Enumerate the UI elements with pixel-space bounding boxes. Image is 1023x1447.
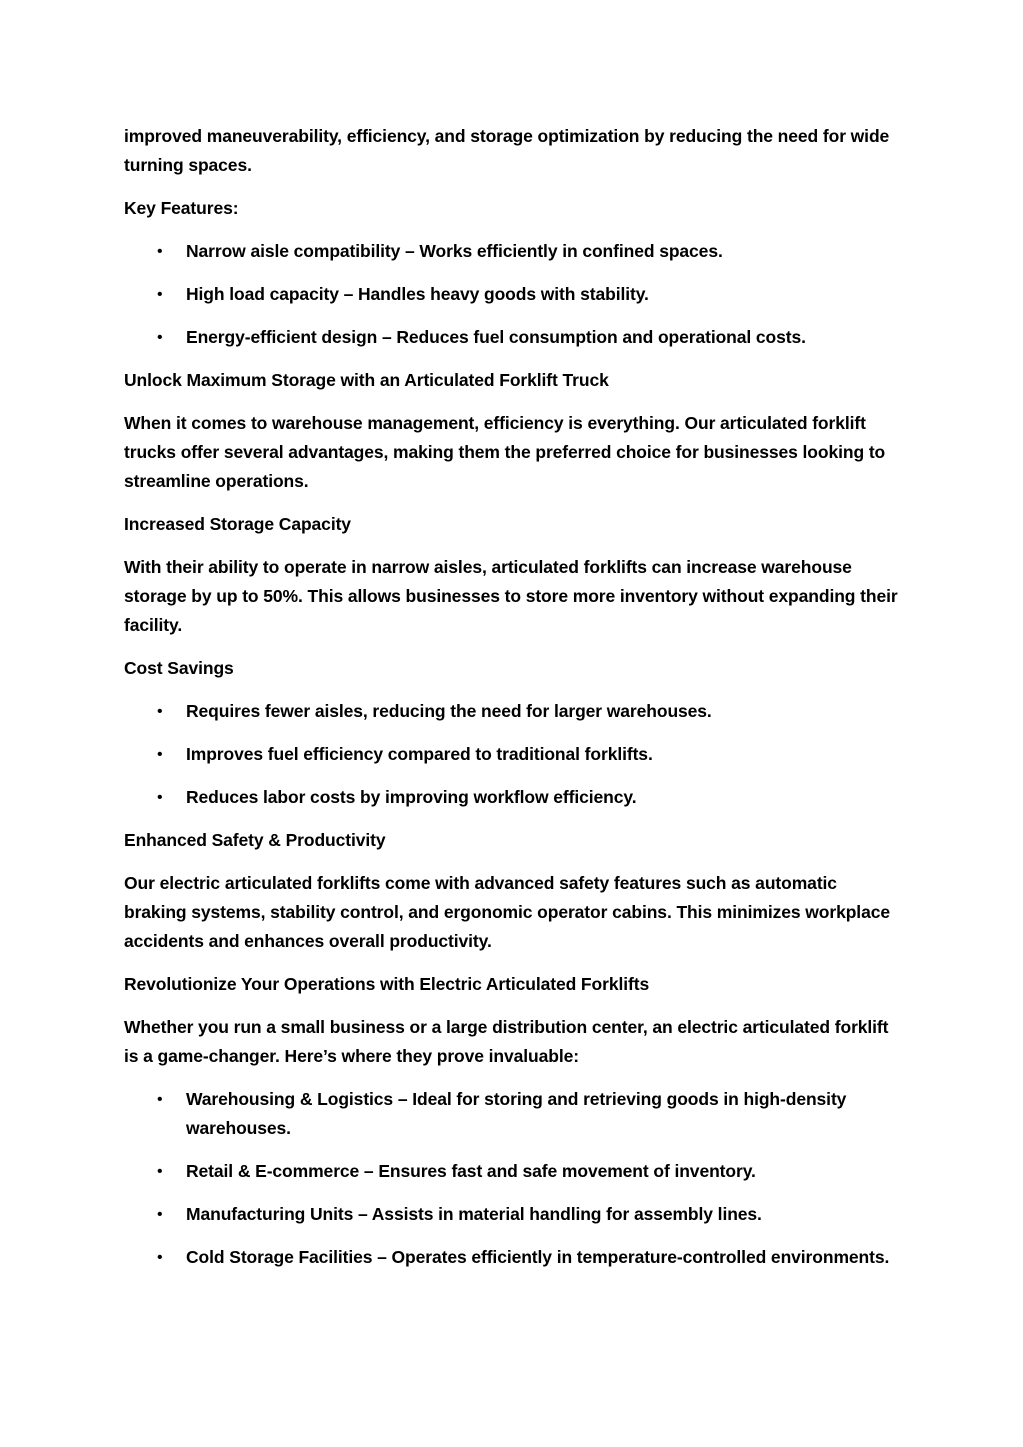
bullet-icon: •: [157, 286, 163, 303]
bullet-icon: •: [157, 1091, 163, 1108]
list-item-text: Retail & E-commerce – Ensures fast and safe movement of inventory.: [186, 1161, 756, 1181]
list-item: [124, 237, 904, 266]
list-item: [124, 783, 904, 812]
list-item-text: Manufacturing Units – Assists in material handling for assembly lines.: [186, 1204, 762, 1224]
list-item: [124, 697, 904, 726]
bullet-icon: •: [157, 1206, 163, 1223]
list-item: [124, 1157, 904, 1186]
use-cases-list: [124, 1085, 904, 1272]
list-item-text: Warehousing & Logistics – Ideal for storing and retrieving goods in high-density warehouses.: [186, 1089, 847, 1138]
list-item: [124, 1085, 904, 1143]
list-item: [124, 1243, 904, 1272]
document-page: [124, 122, 904, 1286]
bullet-icon: •: [157, 243, 163, 260]
list-item: [124, 740, 904, 769]
section-paragraph-storage-capacity: With their ability to operate in narrow aisles, articulated forklifts can increase warehouse storage by up to 50%. This allows businesses to store more inventory without expanding their facility.: [124, 557, 898, 635]
key-features-heading: Key Features:: [124, 198, 239, 218]
bullet-icon: •: [157, 746, 163, 763]
section-heading-safety: Enhanced Safety & Productivity: [124, 830, 386, 850]
bullet-icon: •: [157, 1249, 163, 1266]
list-item-text: Requires fewer aisles, reducing the need for larger warehouses.: [186, 701, 712, 721]
list-item-text: Improves fuel efficiency compared to traditional forklifts.: [186, 744, 653, 764]
bullet-icon: •: [157, 703, 163, 720]
section-paragraph-revolutionize: Whether you run a small business or a large distribution center, an electric articulated forklift is a game-changer. Here’s where they prove invaluable:: [124, 1017, 889, 1066]
list-item: [124, 323, 904, 352]
bullet-icon: •: [157, 789, 163, 806]
cost-savings-list: [124, 697, 904, 812]
list-item-text: Energy-efficient design – Reduces fuel consumption and operational costs.: [186, 327, 806, 347]
section-heading-revolutionize: Revolutionize Your Operations with Electric Articulated Forklifts: [124, 974, 650, 994]
list-item-text: High load capacity – Handles heavy goods with stability.: [186, 284, 649, 304]
intro-continuation-paragraph: improved maneuverability, efficiency, and storage optimization by reducing the need for wide turning spaces.: [124, 126, 890, 175]
list-item-text: Reduces labor costs by improving workflow efficiency.: [186, 787, 637, 807]
section-paragraph-unlock-storage: When it comes to warehouse management, efficiency is everything. Our articulated forklift trucks offer several advantages, making them the preferred choice for businesses looking to streamline operations.: [124, 413, 886, 491]
list-item-text: Narrow aisle compatibility – Works efficiently in confined spaces.: [186, 241, 723, 261]
section-heading-unlock-storage: Unlock Maximum Storage with an Articulated Forklift Truck: [124, 370, 609, 390]
list-item-text: Cold Storage Facilities – Operates efficiently in temperature-controlled environments.: [186, 1247, 890, 1267]
key-features-list: [124, 237, 904, 352]
section-paragraph-safety: Our electric articulated forklifts come with advanced safety features such as automatic braking systems, stability control, and ergonomic operator cabins. This minimizes workplace accidents and enhances overall productivity.: [124, 873, 890, 951]
list-item: [124, 280, 904, 309]
section-heading-cost-savings: Cost Savings: [124, 658, 234, 678]
bullet-icon: •: [157, 329, 163, 346]
section-heading-storage-capacity: Increased Storage Capacity: [124, 514, 351, 534]
bullet-icon: •: [157, 1163, 163, 1180]
list-item: [124, 1200, 904, 1229]
